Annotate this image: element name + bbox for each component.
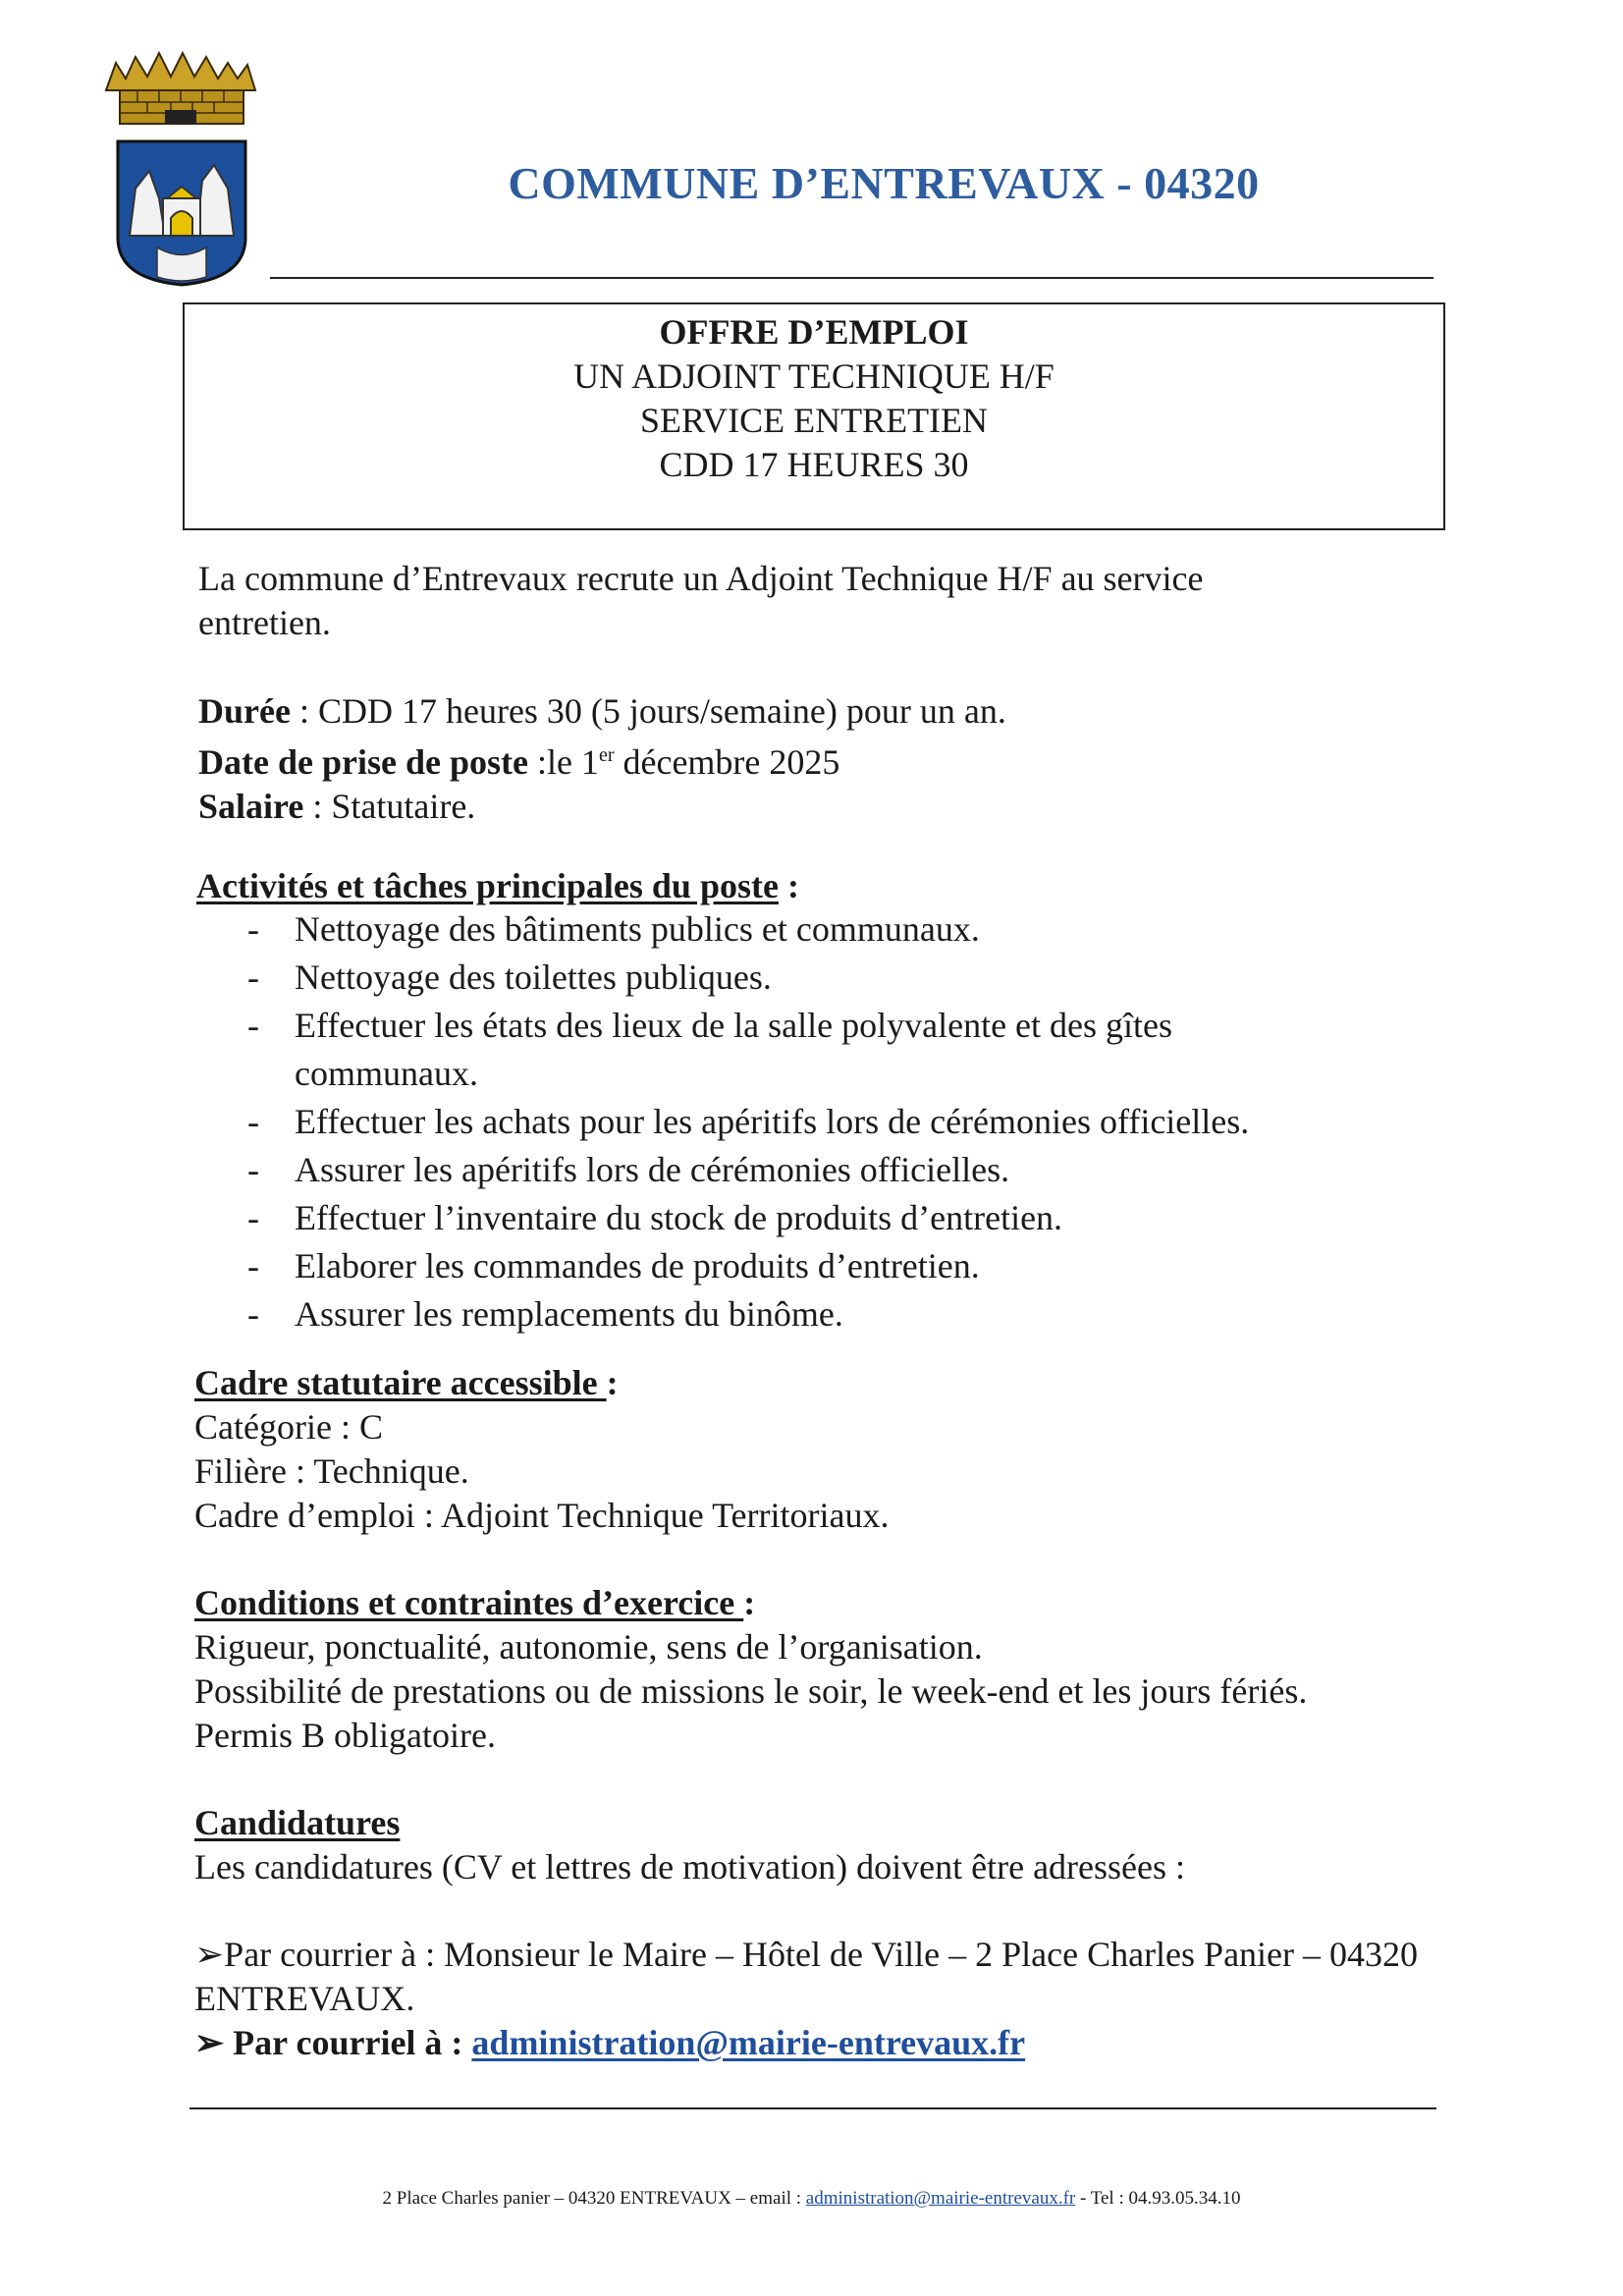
job-details (198, 689, 1377, 829)
shield-icon (118, 141, 245, 285)
courrier-line: ➢Par courrier à : Monsieur le Maire – Hôtel de Ville – 2 Place Charles Panier – 04320 ENTREVAUX. (194, 1935, 1419, 2018)
list-item: - Assurer les apéritifs lors de cérémonies officielles. (247, 1150, 1010, 1189)
arrow-icon: ➢ (194, 1935, 225, 1974)
salaire-value: : Statutaire. (303, 787, 476, 826)
offer-position: UN ADJOINT TECHNIQUE H/F (573, 356, 1055, 396)
duree-value: : CDD 17 heures 30 (5 jours/semaine) pour un an. (290, 691, 1006, 731)
list-item: - Effectuer les achats pour les apéritifs lors de cérémonies officielles. (247, 1102, 1250, 1141)
cadre-heading: Cadre statutaire accessible : (194, 1363, 619, 1402)
arrow-icon: ➢ (194, 2023, 225, 2062)
date-label: Date de prise de poste (198, 742, 528, 782)
offer-heading: OFFRE D’EMPLOI (659, 312, 969, 352)
list-item: - Nettoyage des toilettes publiques. (247, 957, 772, 997)
offer-service: SERVICE ENTRETIEN (639, 401, 989, 440)
list-item: - Effectuer l’inventaire du stock de produits d’entretien. (247, 1198, 1063, 1237)
candidatures-heading: Candidatures (194, 1803, 401, 1842)
page-title: COMMUNE D’ENTREVAUX - 04320 (508, 158, 1260, 208)
page-footer: 2 Place Charles panier – 04320 ENTREVAUX – email : administration@mairie-entrevaux.fr - Tel : 04.93.05.34.10 (382, 2188, 1241, 2209)
list-item: - Elaborer les commandes de produits d’entretien. (247, 1246, 980, 1285)
footer-divider (189, 2107, 1436, 2109)
coat-of-arms-logo (98, 51, 265, 287)
intro-paragraph: La commune d’Entrevaux recrute un Adjoint Technique H/F au service entretien. (198, 559, 1204, 642)
header-divider (270, 277, 1434, 279)
list-item: - Assurer les remplacements du binôme. (247, 1294, 843, 1334)
footer-email-link[interactable]: administration@mairie-entrevaux.fr (805, 2188, 1076, 2209)
offer-title-box (183, 302, 1445, 530)
email-link[interactable]: administration@mairie-entrevaux.fr (471, 2023, 1026, 2062)
date-line: Date de prise de poste :le 1er décembre 2025 (198, 742, 840, 782)
conditions-heading: Conditions et contraintes d’exercice : (194, 1583, 756, 1622)
conditions-section: Conditions et contraintes d’exercice : Rigueur, ponctualité, autonomie, sens de l’organisation. Possibilité de prestations ou de missions le soir, le week-end et les jours fériés. Permis B obligatoire. (194, 1581, 1490, 1758)
cadre-section: Cadre statutaire accessible : Catégorie : C Filière : Technique. Cadre d’emploi : Adjoint Technique Territoriaux. (194, 1361, 1471, 1538)
crest-icon (98, 51, 265, 287)
salaire-line (198, 785, 1377, 829)
candidatures-section: Candidatures Les candidatures (CV et lettres de motivation) doivent être adressées : (194, 1801, 1471, 1889)
offer-contract: CDD 17 HEURES 30 (659, 445, 969, 484)
list-item: - Nettoyage des bâtiments publics et communaux. (247, 909, 980, 949)
duree-line (198, 689, 1377, 734)
salaire-label: Salaire (198, 787, 304, 826)
task-list (196, 905, 1355, 1339)
courriel-line: ➢ Par courriel à : administration@mairie-entrevaux.fr (194, 2023, 1026, 2062)
activities-heading: Activités et tâches principales du poste : (196, 866, 799, 905)
mural-crown-icon (106, 53, 255, 124)
duree-label: Durée (198, 691, 291, 731)
list-item: - Effectuer les états des lieux de la salle polyvalente et des gîtes communaux. (247, 1006, 1173, 1093)
